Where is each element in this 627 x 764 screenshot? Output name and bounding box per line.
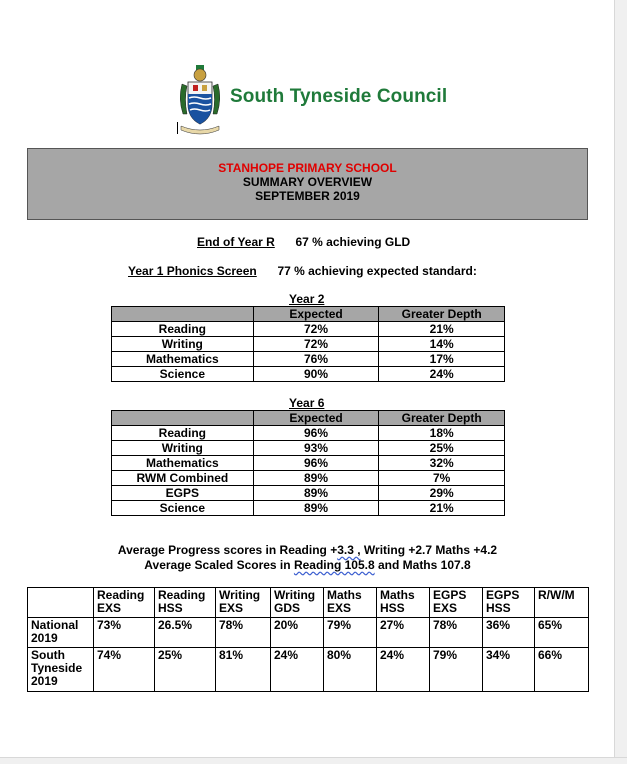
table-row xyxy=(112,456,505,471)
header-cell: Expected xyxy=(253,307,379,322)
table-row xyxy=(112,441,505,456)
table-row xyxy=(112,426,505,441)
header-cell: Greater Depth xyxy=(379,411,505,426)
header-cell: EGPS HSS xyxy=(483,588,535,618)
table-row xyxy=(112,471,505,486)
value-cell: 21% xyxy=(379,501,505,516)
value-cell: 89% xyxy=(253,486,379,501)
value-cell: 72% xyxy=(253,337,379,352)
comparison-table xyxy=(27,587,589,692)
value-cell: 34% xyxy=(483,648,535,692)
progress-scores-line xyxy=(0,543,615,557)
value-cell: 18% xyxy=(379,426,505,441)
value-cell: 27% xyxy=(377,618,430,648)
table-row xyxy=(28,648,589,692)
header-cell: Reading EXS xyxy=(94,588,155,618)
value-cell: 25% xyxy=(155,648,216,692)
progress-reading-value: 3.3 , xyxy=(337,543,361,557)
value-cell: 79% xyxy=(430,648,483,692)
text-cursor xyxy=(177,122,178,134)
header-cell: Writing EXS xyxy=(216,588,271,618)
value-cell: 89% xyxy=(253,501,379,516)
value-cell: 78% xyxy=(216,618,271,648)
value-cell: 32% xyxy=(379,456,505,471)
table-row xyxy=(112,501,505,516)
header-cell: Writing GDS xyxy=(271,588,324,618)
value-cell: 29% xyxy=(379,486,505,501)
row-label-cell: South Tyneside 2019 xyxy=(28,648,94,692)
value-cell: 93% xyxy=(253,441,379,456)
header-cell: Expected xyxy=(253,411,379,426)
header-cell: EGPS EXS xyxy=(430,588,483,618)
progress-text: Average Progress scores in Reading + xyxy=(117,543,338,557)
scaled-text: Average Scaled Scores in xyxy=(144,558,294,572)
value-cell: 65% xyxy=(535,618,589,648)
value-cell: 25% xyxy=(379,441,505,456)
header-box xyxy=(27,148,588,220)
progress-text-rest: Writing +2.7 Maths +4.2 xyxy=(360,543,498,557)
header-cell: Reading HSS xyxy=(155,588,216,618)
council-name: South Tyneside Council xyxy=(230,86,448,107)
subject-cell: EGPS xyxy=(112,486,254,501)
table-row xyxy=(112,322,505,337)
subject-cell: RWM Combined xyxy=(112,471,254,486)
value-cell: 90% xyxy=(253,367,379,382)
subject-cell: Science xyxy=(112,501,254,516)
value-cell: 96% xyxy=(253,456,379,471)
table-header-row xyxy=(28,588,589,618)
summary-title: SUMMARY OVERVIEW xyxy=(242,175,373,189)
header-cell: Maths HSS xyxy=(377,588,430,618)
table-row xyxy=(112,337,505,352)
year6-title: Year 6 xyxy=(289,396,325,410)
value-cell: 96% xyxy=(253,426,379,441)
table-header-row xyxy=(112,411,505,426)
value-cell: 72% xyxy=(253,322,379,337)
subject-cell: Science xyxy=(112,367,254,382)
value-cell: 66% xyxy=(535,648,589,692)
value-cell: 26.5% xyxy=(155,618,216,648)
header-cell xyxy=(112,411,254,426)
year-r-value: 67 % achieving GLD xyxy=(295,235,411,249)
crest-icon xyxy=(176,64,224,136)
value-cell: 74% xyxy=(94,648,155,692)
page-edge xyxy=(614,0,627,763)
year2-table xyxy=(111,306,505,382)
header-cell: R/W/M xyxy=(535,588,589,618)
subject-cell: Mathematics xyxy=(112,456,254,471)
subject-cell: Writing xyxy=(112,441,254,456)
subject-cell: Reading xyxy=(112,322,254,337)
table-row xyxy=(112,486,505,501)
table-row xyxy=(28,618,589,648)
header-cell: Maths EXS xyxy=(324,588,377,618)
value-cell: 7% xyxy=(379,471,505,486)
value-cell: 21% xyxy=(379,322,505,337)
subject-cell: Mathematics xyxy=(112,352,254,367)
year-r-line xyxy=(197,235,410,249)
phonics-line xyxy=(128,264,477,278)
subject-cell: Reading xyxy=(112,426,254,441)
council-logo xyxy=(176,64,446,136)
value-cell: 81% xyxy=(216,648,271,692)
value-cell: 36% xyxy=(483,618,535,648)
year2-title: Year 2 xyxy=(289,292,325,306)
value-cell: 76% xyxy=(253,352,379,367)
value-cell: 80% xyxy=(324,648,377,692)
value-cell: 79% xyxy=(324,618,377,648)
value-cell: 24% xyxy=(271,648,324,692)
phonics-label: Year 1 Phonics Screen xyxy=(128,264,257,278)
header-cell xyxy=(112,307,254,322)
value-cell: 14% xyxy=(379,337,505,352)
year6-table xyxy=(111,410,505,516)
value-cell: 24% xyxy=(379,367,505,382)
year-r-label: End of Year R xyxy=(197,235,275,249)
value-cell: 20% xyxy=(271,618,324,648)
table-header-row xyxy=(112,307,505,322)
value-cell: 17% xyxy=(379,352,505,367)
school-name: STANHOPE PRIMARY SCHOOL xyxy=(218,161,397,175)
scaled-scores-line xyxy=(0,558,615,572)
subject-cell: Writing xyxy=(112,337,254,352)
scaled-reading-value: Reading 105.8 xyxy=(293,558,375,572)
value-cell: 24% xyxy=(377,648,430,692)
table-row xyxy=(112,367,505,382)
value-cell: 78% xyxy=(430,618,483,648)
header-cell xyxy=(28,588,94,618)
phonics-value: 77 % achieving expected standard: xyxy=(277,264,477,278)
header-cell: Greater Depth xyxy=(379,307,505,322)
report-date: SEPTEMBER 2019 xyxy=(255,189,360,203)
scaled-text-rest: and Maths 107.8 xyxy=(374,558,471,572)
value-cell: 89% xyxy=(253,471,379,486)
table-row xyxy=(112,352,505,367)
value-cell: 73% xyxy=(94,618,155,648)
row-label-cell: National 2019 xyxy=(28,618,94,648)
